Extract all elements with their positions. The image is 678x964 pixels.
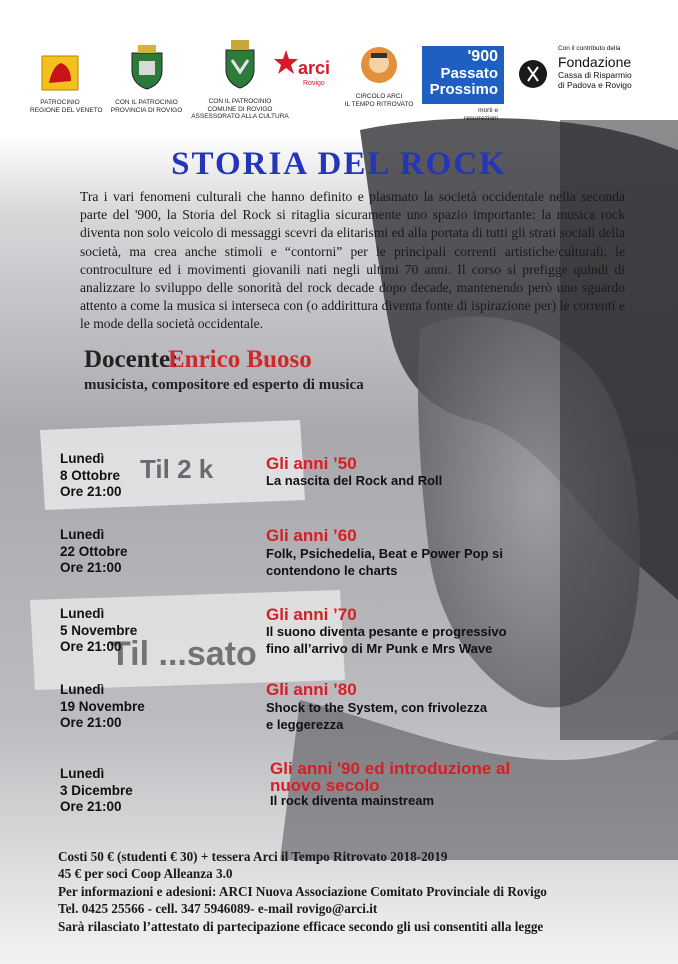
arci-sub: Rovigo <box>303 80 325 87</box>
event-date-text: 5 Novembre <box>60 622 138 638</box>
provincia-crest-icon <box>128 45 166 91</box>
logo-passato: Passato <box>440 65 498 82</box>
event-title-line: Gli anni '90 ed introduzione al <box>270 759 511 778</box>
event-desc-line: contendono le charts <box>266 562 398 578</box>
event-time: Ore 21:00 <box>60 715 122 730</box>
event-date <box>60 766 133 816</box>
fondazione-emblem-icon <box>518 59 548 89</box>
event-desc-line: Shock to the System, con frivolezza <box>266 700 488 715</box>
logo-caption: CIRCOLO ARCI <box>355 93 403 100</box>
event-desc-line: Il suono diventa pesante e progressivo <box>266 624 507 639</box>
event-time: Ore 21:00 <box>60 484 122 499</box>
logo-caption: PATROCINIO <box>40 99 80 106</box>
event-title: Gli anni ’80 <box>266 680 357 699</box>
logo-caption: REGIONE DEL VENETO <box>30 106 103 114</box>
event-time: Ore 21:00 <box>60 639 122 654</box>
passato-prossimo-logo <box>422 46 504 122</box>
sign-text-1: Til 2 k <box>140 454 214 484</box>
event-desc-line: Folk, Psichedelia, Beat e Power Pop si <box>266 546 503 561</box>
intro-paragraph: Tra i vari fenomeni culturali che hanno definito e plasmato la società occidentale nella seconda parte del '900, la Storia del Rock si ritaglia sicuramente uno spazio importante: la musica rock diventa non solo veicolo di messaggi scevri da elitarismi ed alla portata di tutti gli strati sociali della società, ma crea anche stimoli e “contorni” per le principali correnti artistiche/culturali, le controculture ed i movimenti giovanili nati negli ultimi 70 anni. Il corso si prefigge quindi di analizzare lo sviluppo delle sonorità del rock decade dopo decade, mantenendo però uno sguardo attento a come la musica si interseca con (o addirittura diventa fonte di ispirazione per) le correnti e le mode della società occidentale. <box>80 189 625 332</box>
arci-wordmark: arci <box>298 58 331 78</box>
logo-caption: morti e <box>478 107 498 114</box>
event-desc-line: La nascita del Rock and Roll <box>266 473 443 488</box>
logo-caption: PROVINCIA DI ROVIGO <box>110 106 183 114</box>
logo-caption: ASSESSORATO ALLA CULTURA <box>191 113 289 120</box>
logo-caption: IL TEMPO RITROVATO <box>344 100 414 108</box>
event-description <box>270 793 434 810</box>
arci-star-icon <box>274 48 332 90</box>
event-time: Ore 21:00 <box>60 560 122 575</box>
logo-prossimo: Prossimo <box>429 81 498 98</box>
page-title: STORIA DEL ROCK <box>171 146 507 182</box>
event-desc-line: Il rock diventa mainstream <box>270 793 435 808</box>
lion-crest-icon <box>41 55 79 91</box>
event-date-text: 3 Dicembre <box>60 782 133 798</box>
event-desc-line: fino all’arrivo di Mr Punk e Mrs Wave <box>266 640 493 656</box>
sign-text-2: Til ...sato <box>110 635 257 673</box>
event-description <box>266 624 507 657</box>
event-date <box>60 527 128 577</box>
passato-prossimo-box <box>422 46 504 104</box>
event-day: Lunedì <box>60 451 105 466</box>
fondazione-logo <box>516 45 656 90</box>
event-desc-line: e leggerezza <box>266 716 344 732</box>
event-description <box>266 700 487 733</box>
docente-description: musicista, compositore ed esperto di musica <box>84 377 364 393</box>
event-date <box>60 606 137 656</box>
fondazione-sub: di Padova e Rovigo <box>558 80 632 90</box>
event-date-text: 8 Ottobre <box>60 467 121 483</box>
event-title: Gli anni ’60 <box>266 526 357 545</box>
costs-line: 45 € per soci Coop Alleanza 3.0 <box>58 866 233 882</box>
comune-crest-icon <box>222 40 258 90</box>
costs-info <box>58 848 547 935</box>
event-title-line: nuovo secolo <box>270 776 380 795</box>
costs-line: Tel. 0425 25566 - cell. 347 5946089- e-mail rovigo@arci.it <box>58 901 378 917</box>
logo-caption: COMUNE DI ROVIGO <box>207 105 273 113</box>
arci-rovigo-logo <box>272 48 334 95</box>
logo-caption: CON IL PATROCINIO <box>208 98 272 105</box>
docente-name: Enrico Buoso <box>168 346 312 373</box>
fondazione-title: Fondazione <box>558 54 632 70</box>
event-date <box>60 682 145 732</box>
logo-caption: CON IL PATROCINIO <box>115 99 178 106</box>
provincia-rovigo-logo <box>104 45 189 114</box>
costs-line: Sarà rilasciato l’attestato di partecipazione efficace secondo gli usi consentiti alla legge <box>58 918 544 934</box>
costs-line: Costi 50 € (studenti € 30) + tessera Arci il Tempo Ritrovato 2018-2019 <box>58 849 448 864</box>
event-day: Lunedì <box>60 682 105 697</box>
face-medallion-icon <box>357 45 401 85</box>
event-time: Ore 21:00 <box>60 799 122 814</box>
event-day: Lunedì <box>60 527 105 542</box>
event-date-text: 22 Ottobre <box>60 543 128 559</box>
docente-label: Docente: <box>84 346 179 373</box>
event-title <box>270 760 510 794</box>
logo-caption: resurrezioni <box>464 114 498 122</box>
event-description <box>266 473 442 490</box>
fondazione-sub: Cassa di Risparmio <box>558 70 632 80</box>
event-day: Lunedì <box>60 766 105 781</box>
costs-line: Per informazioni e adesioni: ARCI Nuova Associazione Comitato Provinciale di Rovigo <box>58 883 547 899</box>
fondazione-small: Con il contributo della <box>558 45 621 52</box>
event-description <box>266 546 503 579</box>
event-date <box>60 451 122 501</box>
event-title: Gli anni ’70 <box>266 605 357 624</box>
regione-veneto-logo <box>30 55 103 114</box>
circolo-arci-logo <box>335 45 423 108</box>
event-date-text: 19 Novembre <box>60 698 145 714</box>
event-day: Lunedì <box>60 606 105 621</box>
logo-900: '900 <box>467 48 498 65</box>
event-title: Gli anni ’50 <box>266 454 357 473</box>
